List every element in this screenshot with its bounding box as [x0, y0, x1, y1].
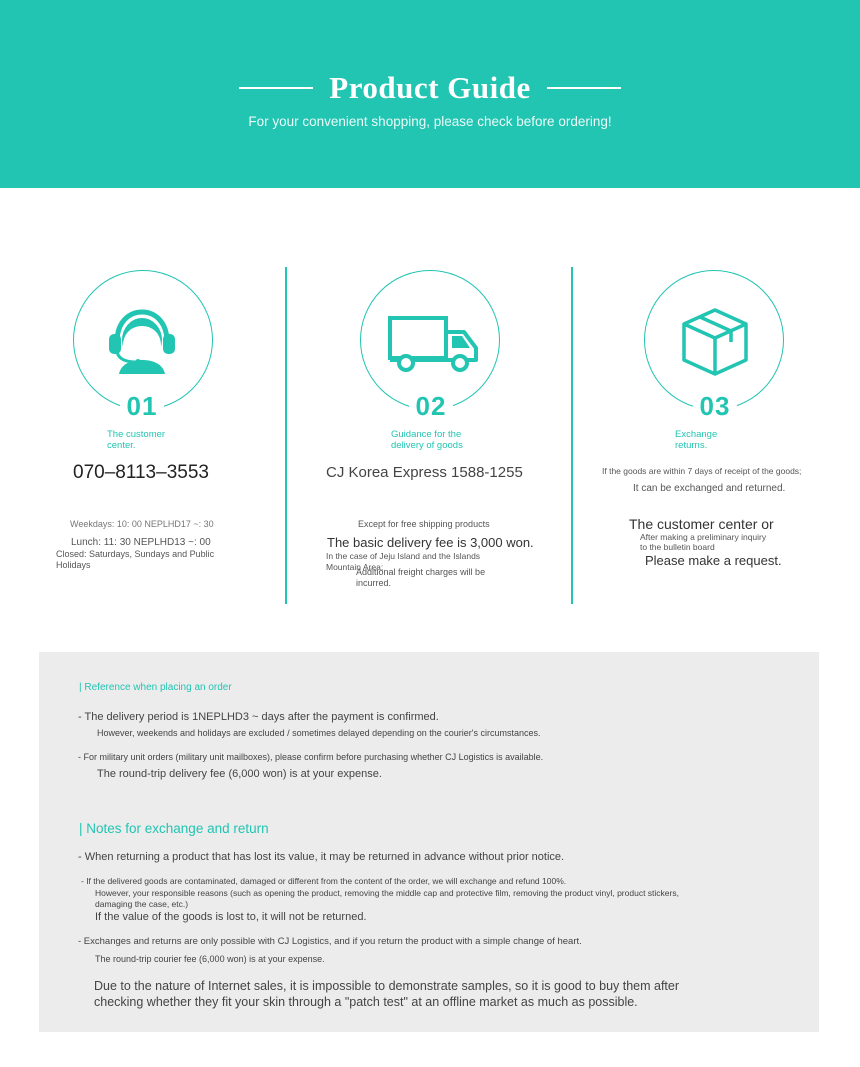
step-number: 02: [409, 391, 453, 421]
freight-line: Additional freight charges will be: [356, 567, 486, 577]
exchange-line: If the value of the goods is lost to, it will not be returned.: [95, 911, 367, 923]
title-rule-left: [239, 87, 313, 89]
closed-line: Holidays: [56, 560, 91, 570]
headset-icon: [107, 306, 177, 376]
lunch-hours: Lunch: 11: 30 NEPLHD13 ~: 00: [71, 537, 211, 548]
exchange-line: However, your responsible reasons (such as opening the product, removing the middle cap and protective film, removing the product vinyl, product stickers,: [95, 888, 679, 898]
exchange-line: damaging the case, etc.): [95, 899, 189, 909]
reference-line: - For military unit orders (military unit mailboxes), please confirm before purchasing whether CJ Logistics is available.: [78, 752, 544, 762]
free-shipping-note: Except for free shipping products: [358, 519, 490, 529]
jeju-line: Mountain Area;: [326, 562, 384, 572]
inquiry-note: [640, 532, 766, 552]
label-line: The customer: [107, 429, 166, 440]
exchange-line: checking whether they fit your skin through a "patch test" at an offline market as much as possible.: [94, 995, 638, 1009]
delivery-column: [287, 270, 571, 600]
package-box-icon: [680, 306, 750, 378]
customer-center-note: The customer center or: [629, 516, 774, 532]
jeju-line: In the case of Jeju Island and the Islands: [326, 551, 481, 561]
hero-title-row: [0, 70, 860, 106]
freight-line: incurred.: [356, 578, 392, 588]
exchange-line: - If the delivered goods are contaminated, damaged or different from the content of the order, we will exchange and refund 100%.: [81, 876, 567, 886]
page-subtitle: For your convenient shopping, please check before ordering!: [248, 114, 612, 129]
reference-line: - The delivery period is 1NEPLHD3 ~ days after the payment is confirmed.: [78, 711, 439, 723]
label-line: delivery of goods: [391, 440, 463, 451]
phone-number[interactable]: 070–8113–3553: [73, 462, 209, 483]
exchange-note: It can be exchanged and returned.: [633, 483, 786, 494]
inquiry-line: After making a preliminary inquiry: [640, 532, 767, 542]
exchange-line: The round-trip courier fee (6,000 won) is at your expense.: [95, 954, 325, 964]
inquiry-line: to the bulletin board: [640, 542, 715, 552]
column-label: [107, 429, 165, 451]
step-number: 01: [120, 391, 164, 421]
freight-note: [356, 567, 485, 589]
request-note: Please make a request.: [645, 553, 782, 568]
exchange-column: [573, 270, 860, 600]
return-window-note: If the goods are within 7 days of receipt of the goods;: [602, 466, 802, 476]
courier-info: CJ Korea Express 1588-1255: [326, 464, 523, 481]
customer-center-column: [0, 270, 270, 600]
hero-banner: [0, 0, 860, 188]
title-rule-right: [547, 87, 621, 89]
reference-line: The round-trip delivery fee (6,000 won) is at your expense.: [97, 768, 382, 780]
label-line: Exchange: [675, 429, 718, 440]
label-line: returns.: [675, 440, 708, 451]
label-line: center.: [107, 440, 136, 451]
step-number: 03: [693, 391, 737, 421]
exchange-line: Due to the nature of Internet sales, it is impossible to demonstrate samples, so it is good to buy them after: [94, 979, 680, 993]
closed-days: [56, 549, 214, 571]
label-line: Guidance for the: [391, 429, 462, 440]
exchange-heading: | Notes for exchange and return: [79, 821, 269, 836]
exchange-line: - Exchanges and returns are only possible with CJ Logistics, and if you return the product with a simple change of heart.: [78, 936, 582, 947]
delivery-truck-icon: [386, 314, 481, 374]
page-title: Product Guide: [329, 70, 531, 105]
info-panel: [39, 652, 819, 1032]
weekday-hours: Weekdays: 10: 00 NEPLHD17 ~: 30: [70, 519, 214, 529]
reference-line: However, weekends and holidays are excluded / sometimes delayed depending on the courier's circumstances.: [97, 728, 541, 738]
column-label: [675, 429, 717, 451]
basic-delivery-fee: The basic delivery fee is 3,000 won.: [327, 535, 534, 550]
column-label: [391, 429, 463, 451]
closed-line: Closed: Saturdays, Sundays and Public: [56, 549, 215, 559]
reference-heading: | Reference when placing an order: [79, 682, 232, 693]
exchange-line: - When returning a product that has lost its value, it may be returned in advance without prior notice.: [78, 851, 565, 863]
